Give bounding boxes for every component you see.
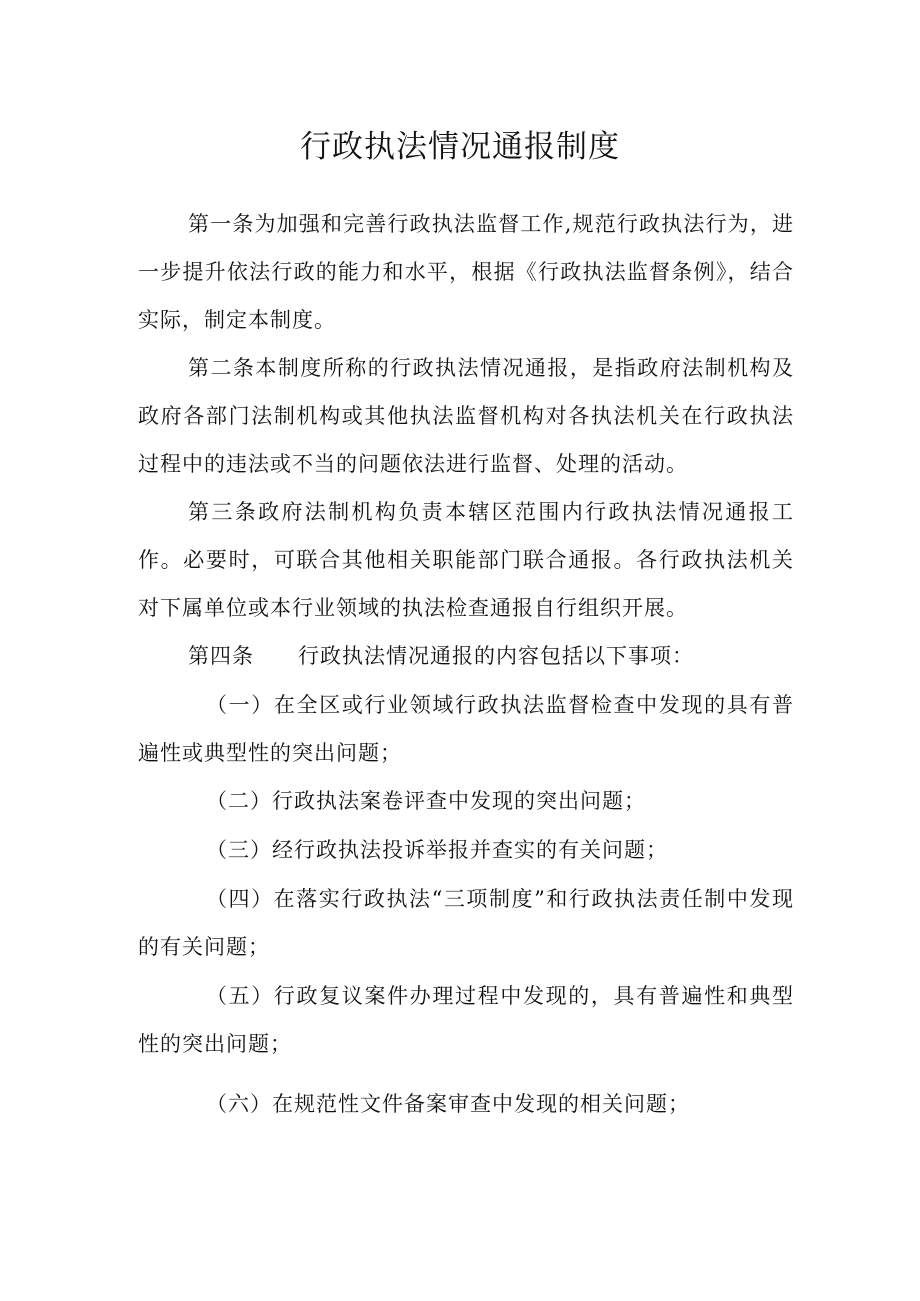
list-item-6: （六）在规范性文件备案审查中发现的相关问题； — [206, 1092, 690, 1116]
document-title: 行政执法情况通报制度 — [300, 129, 620, 165]
article-1: 第一条为加强和完善行政执法监督工作,规范行政执法行为，进一步提升依法行政的能力和水平，根据《行政执法监督条例》，结合实际，制定本制度。 — [138, 212, 794, 332]
list-item-2: （二）行政执法案卷评查中发现的突出问题； — [206, 789, 646, 813]
article-4 — [138, 632, 794, 680]
article-3: 第三条政府法制机构负责本辖区范围内行政执法情况通报工作。必要时，可联合其他相关职能部门联合通报。各行政执法机关对下属单位或本行业领域的执法检查通报自行组织开展。 — [138, 500, 794, 620]
article-4-label: 第四条 — [188, 644, 254, 668]
list-item-5: （五）行政复议案件办理过程中发现的，具有普遍性和典型性的突出问题； — [138, 984, 794, 1056]
list-item-1: （一）在全区或行业领域行政执法监督检查中发现的具有普遍性或典型性的突出问题； — [138, 693, 794, 765]
list-item-3: （三）经行政执法投诉举报并查实的有关问题； — [206, 838, 668, 862]
list-item-4: （四）在落实行政执法“三项制度”和行政执法责任制中发现的有关问题； — [138, 887, 794, 959]
article-4-text: 行政执法情况通报的内容包括以下事项： — [298, 644, 694, 668]
article-2: 第二条本制度所称的行政执法情况通报，是指政府法制机构及政府各部门法制机构或其他执法监督机构对各执法机关在行政执法过程中的违法或不当的问题依法进行监督、处理的活动。 — [138, 356, 794, 476]
